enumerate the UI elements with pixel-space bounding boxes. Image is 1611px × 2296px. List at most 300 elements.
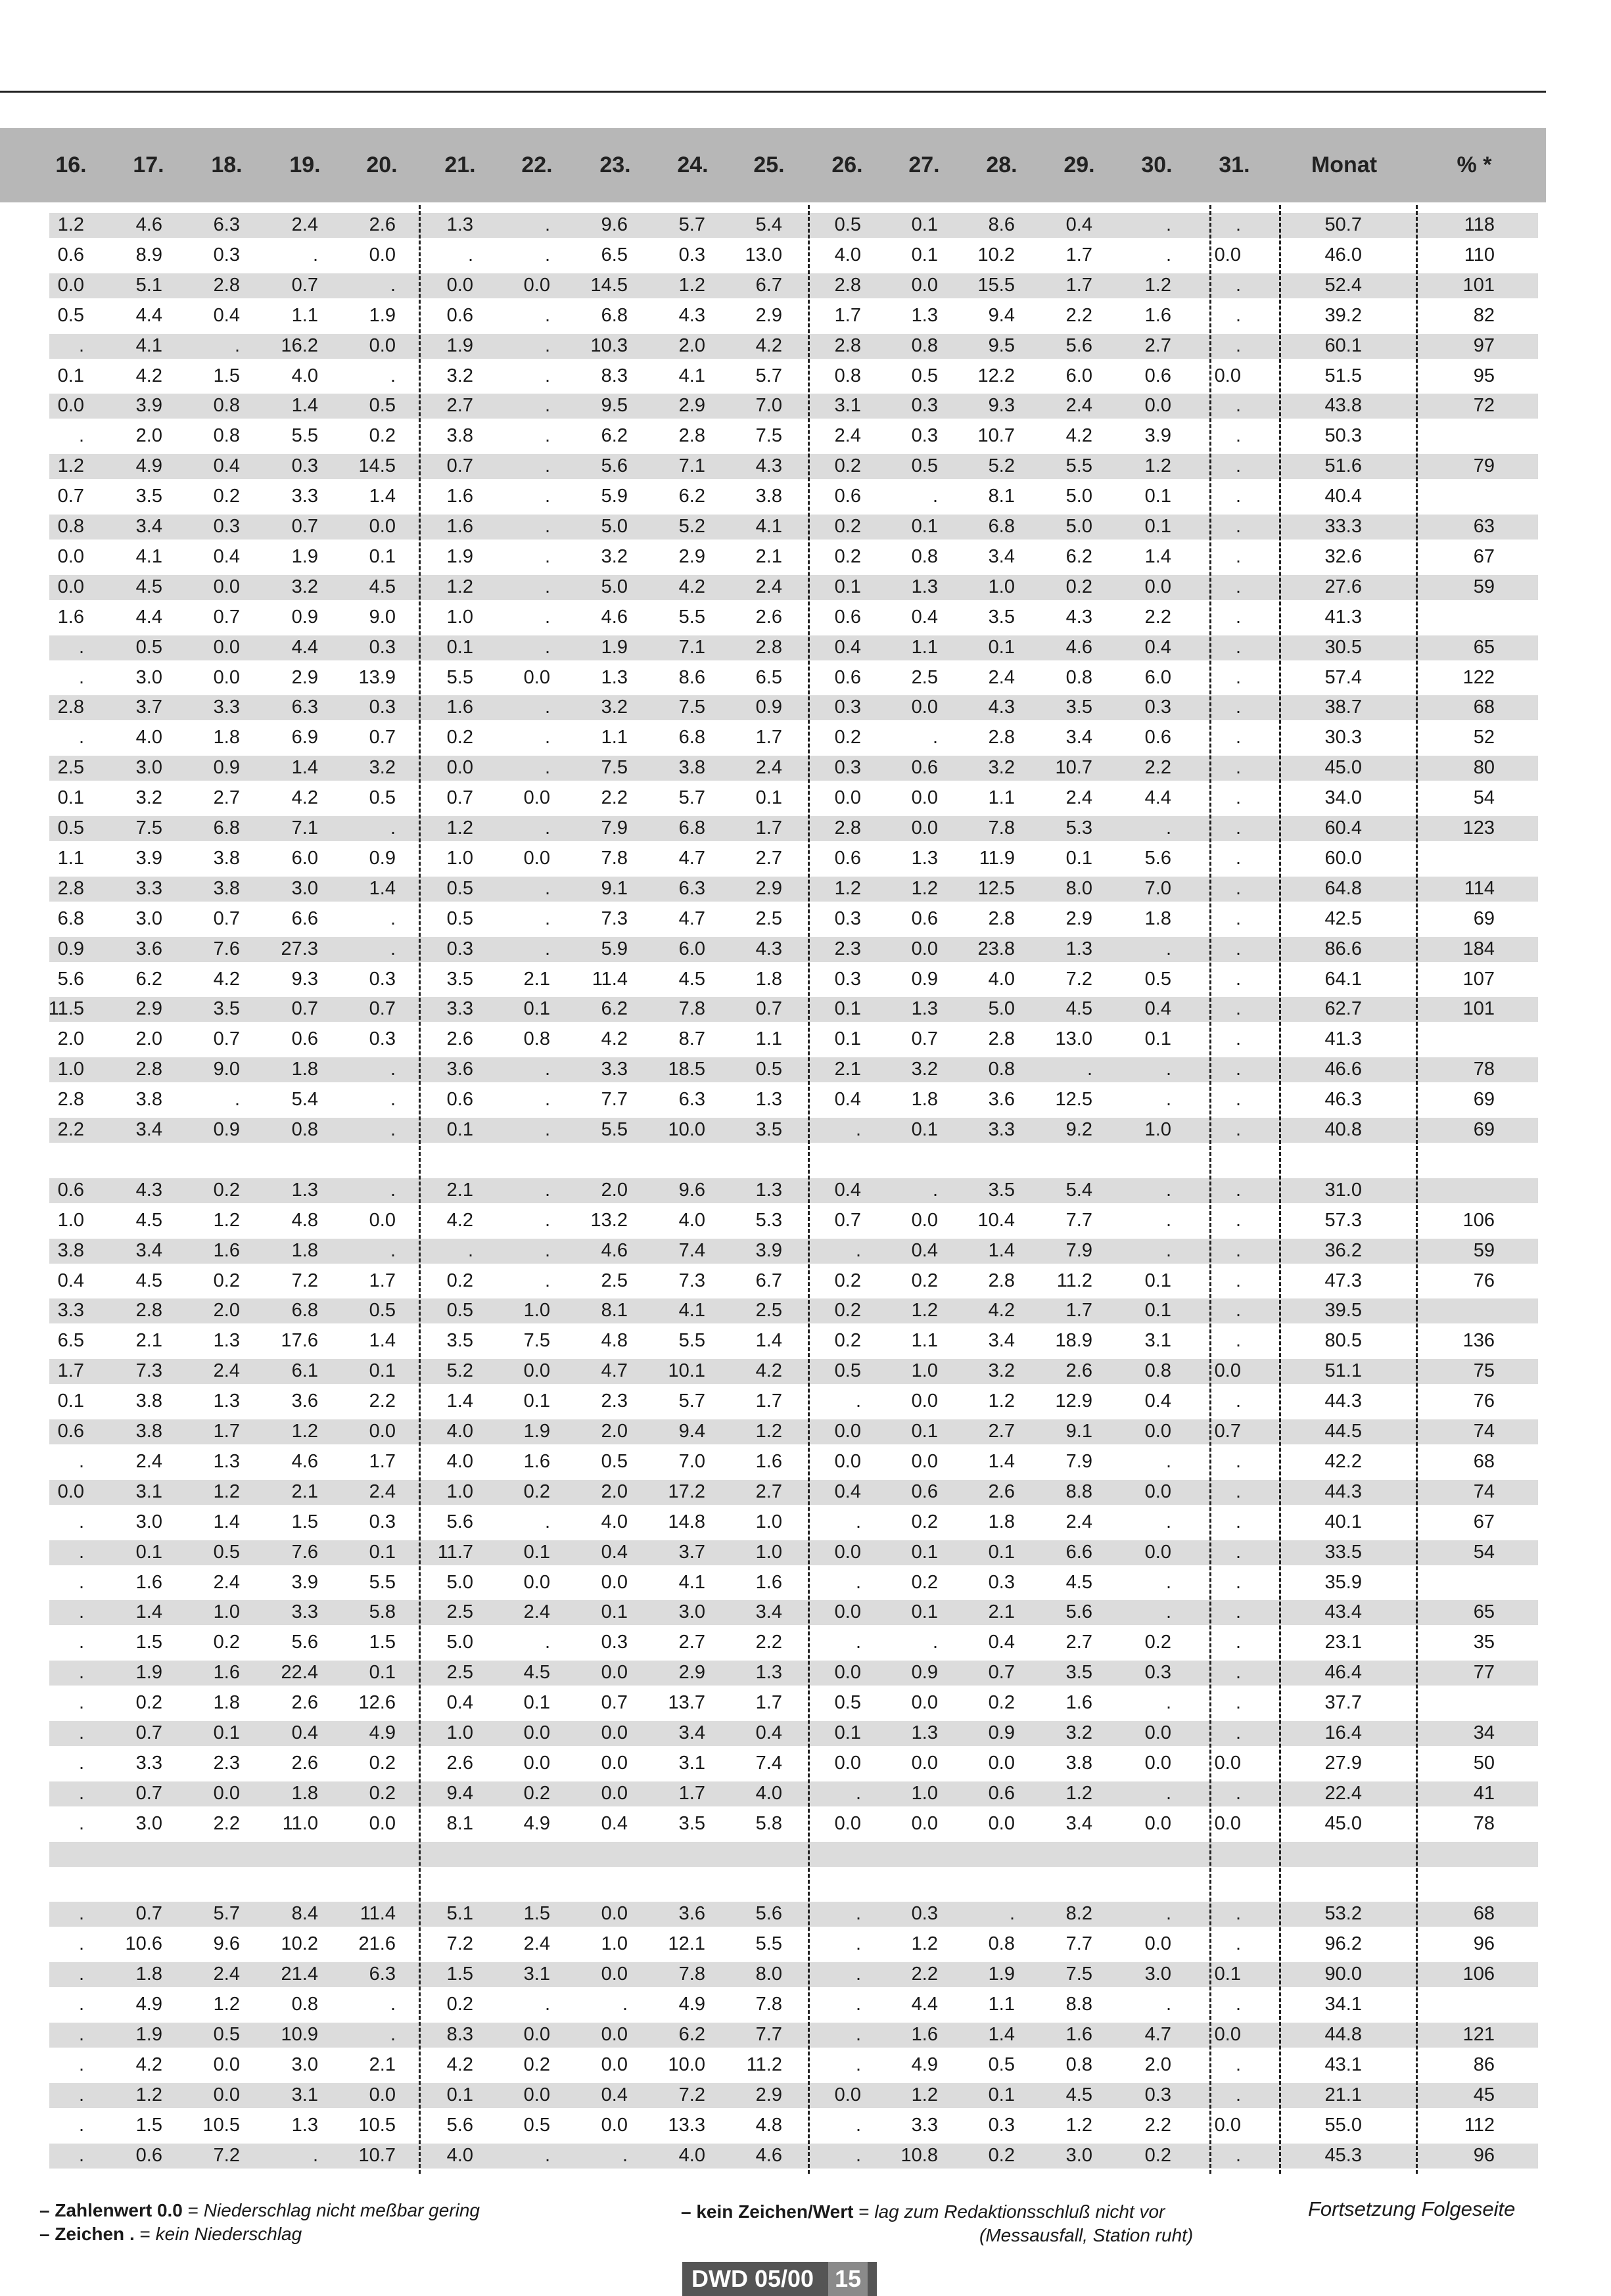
table-cell: 11.7 — [437, 1541, 473, 1563]
table-cell: . — [1235, 998, 1241, 1020]
percent-cell: 68 — [1473, 1450, 1495, 1472]
table-cell: 4.5 — [369, 576, 396, 597]
table-cell: . — [544, 425, 550, 447]
table-cell: 0.0 — [213, 636, 240, 658]
table-cell: 7.6 — [213, 938, 240, 959]
table-cell: 0.9 — [57, 938, 84, 959]
table-cell: 9.4 — [446, 1782, 473, 1804]
table-cell: 4.2 — [446, 2054, 473, 2075]
table-cell: 0.7 — [135, 1722, 162, 1743]
table-cell: 1.0 — [446, 1481, 473, 1502]
table-cell: 7.5 — [678, 697, 705, 718]
table-cell: 3.3 — [213, 697, 240, 718]
table-cell: 21.6 — [358, 1933, 396, 1955]
table-cell: 4.0 — [446, 2144, 473, 2166]
table-cell: 0.3 — [369, 1511, 396, 1532]
table-cell: 0.2 — [135, 1692, 162, 1714]
table-cell: 5.6 — [755, 1903, 782, 1925]
table-cell: 2.7 — [988, 1421, 1015, 1442]
table-cell: 12.2 — [977, 365, 1015, 386]
table-cell: 2.5 — [911, 666, 938, 688]
table-cell: 3.4 — [988, 1330, 1015, 1352]
table-cell: 0.3 — [911, 425, 938, 447]
table-cell: 4.1 — [678, 365, 705, 386]
table-cell: 0.0 — [523, 787, 550, 809]
table-cell: 0.2 — [369, 1782, 396, 1804]
table-cell: 15.5 — [977, 274, 1015, 296]
table-cell: . — [1165, 1089, 1171, 1111]
table-cell: 6.8 — [678, 817, 705, 838]
table-cell: 11.5 — [48, 998, 84, 1020]
table-cell: 3.1 — [135, 1481, 162, 1502]
table-cell: 1.3 — [213, 1330, 240, 1352]
table-cell: 2.1 — [755, 545, 782, 567]
table-cell: 1.2 — [57, 214, 84, 235]
monat-cell: 34.0 — [1324, 787, 1362, 809]
table-cell: 8.8 — [1065, 1994, 1092, 2015]
monat-cell: 39.2 — [1324, 304, 1362, 326]
table-cell: 0.2 — [1144, 1632, 1171, 1653]
table-cell: 3.0 — [135, 1812, 162, 1834]
table-cell: 0.9 — [213, 757, 240, 779]
table-cell: 10.9 — [281, 2024, 318, 2045]
table-cell: 0.7 — [135, 1782, 162, 1804]
table-cell: 3.1 — [1144, 1330, 1171, 1352]
table-cell: 3.0 — [135, 666, 162, 688]
table-cell: 0.0 — [369, 1421, 396, 1442]
column-separator — [419, 205, 421, 2174]
table-cell: 9.0 — [369, 606, 396, 628]
percent-cell: 123 — [1462, 817, 1495, 838]
table-cell: 0.0 — [213, 2084, 240, 2105]
table-cell: 2.9 — [135, 998, 162, 1020]
percent-cell: 122 — [1462, 666, 1495, 688]
table-cell: 0.0 — [213, 666, 240, 688]
table-cell: 1.1 — [911, 1330, 938, 1352]
table-cell: 1.9 — [446, 545, 473, 567]
table-cell: 13.3 — [668, 2114, 705, 2136]
table-cell: 0.6 — [291, 1028, 318, 1050]
table-cell: 0.6 — [1144, 365, 1171, 386]
table-cell: 17.6 — [281, 1330, 318, 1352]
table-cell: 10.2 — [281, 1933, 318, 1955]
table-cell: 2.7 — [1065, 1632, 1092, 1653]
table-cell: 0.1 — [911, 516, 938, 537]
table-cell: 0.0 — [1214, 1360, 1241, 1382]
table-cell: 3.5 — [988, 606, 1015, 628]
monat-cell: 64.8 — [1324, 877, 1362, 899]
table-cell: 0.1 — [523, 1390, 550, 1412]
table-cell: 6.6 — [291, 907, 318, 929]
table-cell: . — [78, 1994, 84, 2015]
table-cell: . — [544, 455, 550, 477]
table-cell: 3.3 — [135, 1752, 162, 1774]
table-cell: 4.1 — [755, 516, 782, 537]
table-cell: 0.0 — [834, 1812, 861, 1834]
table-cell: . — [312, 244, 318, 265]
table-cell: 1.9 — [601, 636, 628, 658]
table-cell: 0.0 — [601, 1963, 628, 1985]
monat-cell: 40.8 — [1324, 1119, 1362, 1140]
table-cell: . — [1235, 2084, 1241, 2105]
table-cell: 2.6 — [291, 1692, 318, 1714]
table-cell: 1.2 — [1065, 1782, 1092, 1804]
table-cell: 1.6 — [135, 1571, 162, 1593]
column-separator — [1279, 205, 1281, 2174]
table-cell: 0.3 — [911, 395, 938, 417]
table-cell: . — [855, 2114, 861, 2136]
table-cell: . — [390, 2024, 396, 2045]
percent-cell: 67 — [1473, 1511, 1495, 1532]
table-cell: . — [1235, 1059, 1241, 1080]
percent-cell: 54 — [1473, 787, 1495, 809]
table-cell: . — [544, 2144, 550, 2166]
table-cell: 0.7 — [291, 516, 318, 537]
table-cell: 5.9 — [601, 486, 628, 507]
table-cell: 10.7 — [1055, 757, 1092, 779]
table-cell: . — [1235, 757, 1241, 779]
table-cell: 2.2 — [911, 1963, 938, 1985]
table-cell: . — [544, 877, 550, 899]
table-cell: 2.5 — [601, 1270, 628, 1291]
table-cell: . — [544, 1059, 550, 1080]
table-cell: 4.0 — [446, 1450, 473, 1472]
table-cell: . — [390, 907, 396, 929]
percent-cell: 69 — [1473, 1119, 1495, 1140]
table-cell: 1.6 — [523, 1450, 550, 1472]
table-cell: 9.0 — [213, 1059, 240, 1080]
table-cell: 1.7 — [57, 1360, 84, 1382]
table-cell: 7.7 — [1065, 1209, 1092, 1231]
table-cell: 4.9 — [678, 1994, 705, 2015]
table-cell: . — [1235, 1481, 1241, 1502]
table-cell: 1.5 — [446, 1963, 473, 1985]
table-cell: 12.1 — [668, 1933, 705, 1955]
percent-cell: 63 — [1473, 516, 1495, 537]
percent-cell: 106 — [1462, 1209, 1495, 1231]
table-cell: . — [1165, 1903, 1171, 1925]
table-cell: . — [1235, 1571, 1241, 1593]
table-cell: . — [1235, 395, 1241, 417]
table-cell: 0.8 — [988, 1933, 1015, 1955]
table-cell: . — [1235, 938, 1241, 959]
table-cell: 5.5 — [678, 1330, 705, 1352]
table-cell: . — [1235, 1541, 1241, 1563]
table-cell: 2.5 — [446, 1601, 473, 1623]
table-cell: 0.1 — [213, 1722, 240, 1743]
table-cell: . — [544, 938, 550, 959]
table-cell: 4.7 — [678, 907, 705, 929]
table-cell: 3.8 — [755, 486, 782, 507]
table-cell: 0.0 — [911, 1209, 938, 1231]
table-cell: 4.0 — [988, 968, 1015, 990]
table-cell: 0.1 — [911, 1541, 938, 1563]
table-cell: 7.5 — [1065, 1963, 1092, 1985]
table-cell: . — [855, 1511, 861, 1532]
table-cell: 1.5 — [135, 1632, 162, 1653]
table-cell: 0.0 — [834, 1662, 861, 1684]
table-cell: 22.4 — [281, 1662, 318, 1684]
percent-cell: 74 — [1473, 1421, 1495, 1442]
table-cell: 0.1 — [57, 365, 84, 386]
table-cell: 5.0 — [601, 516, 628, 537]
table-cell: 0.6 — [911, 757, 938, 779]
table-cell: . — [1165, 1179, 1171, 1201]
legend-zeichen — [39, 2224, 302, 2245]
table-cell: 2.6 — [1065, 1360, 1092, 1382]
table-cell: 0.5 — [57, 304, 84, 326]
table-cell: 5.1 — [446, 1903, 473, 1925]
day-header: 24. — [677, 152, 709, 177]
table-cell: 1.4 — [755, 1330, 782, 1352]
table-cell: 0.0 — [369, 1209, 396, 1231]
table-cell: 3.3 — [446, 998, 473, 1020]
table-cell: 1.8 — [911, 1089, 938, 1111]
table-cell: 1.0 — [213, 1601, 240, 1623]
table-cell: 0.0 — [1144, 1722, 1171, 1743]
table-cell: 3.1 — [678, 1752, 705, 1774]
table-cell: . — [544, 486, 550, 507]
table-cell: 1.6 — [213, 1239, 240, 1261]
table-cell: 1.2 — [988, 1390, 1015, 1412]
table-cell: 0.0 — [1214, 244, 1241, 265]
table-cell: 0.7 — [601, 1692, 628, 1714]
table-cell: 1.7 — [678, 1782, 705, 1804]
table-cell: 0.1 — [1144, 1300, 1171, 1321]
table-cell: . — [855, 1390, 861, 1412]
table-cell: 0.0 — [1214, 365, 1241, 386]
day-header: 23. — [599, 152, 631, 177]
table-cell: 4.8 — [291, 1209, 318, 1231]
table-cell: 5.6 — [1065, 334, 1092, 356]
table-cell: 0.1 — [523, 1692, 550, 1714]
table-cell: 1.6 — [755, 1571, 782, 1593]
table-cell: 0.6 — [834, 666, 861, 688]
table-cell: . — [855, 1571, 861, 1593]
table-cell: 3.4 — [135, 516, 162, 537]
percent-cell: 67 — [1473, 545, 1495, 567]
table-cell: 6.3 — [291, 697, 318, 718]
table-cell: 3.3 — [291, 486, 318, 507]
table-cell: 5.6 — [291, 1632, 318, 1653]
table-cell: 0.8 — [213, 425, 240, 447]
table-cell: . — [78, 1933, 84, 1955]
table-cell: 6.8 — [213, 817, 240, 838]
table-cell: 0.6 — [57, 244, 84, 265]
monat-cell: 55.0 — [1324, 2114, 1362, 2136]
table-cell: 6.6 — [1065, 1541, 1092, 1563]
table-cell: 0.0 — [523, 2084, 550, 2105]
table-cell: . — [1235, 1028, 1241, 1050]
table-cell: 4.6 — [135, 214, 162, 235]
table-cell: 1.4 — [446, 1390, 473, 1412]
table-cell: 4.0 — [678, 2144, 705, 2166]
table-cell: 1.7 — [213, 1421, 240, 1442]
table-cell: 3.0 — [1065, 2144, 1092, 2166]
table-cell: 0.8 — [523, 1028, 550, 1050]
table-cell: 6.9 — [291, 727, 318, 748]
table-cell: 1.4 — [988, 1450, 1015, 1472]
table-cell: . — [544, 636, 550, 658]
table-cell: 1.7 — [369, 1270, 396, 1291]
table-cell: 0.3 — [834, 968, 861, 990]
table-cell: 0.0 — [57, 1481, 84, 1502]
table-cell: 0.1 — [1214, 1963, 1241, 1985]
column-separator — [1416, 205, 1418, 2174]
table-cell: 11.4 — [360, 1903, 396, 1925]
table-cell: 10.8 — [900, 2144, 938, 2166]
table-cell: 1.4 — [369, 1330, 396, 1352]
table-cell: 2.7 — [678, 1632, 705, 1653]
monat-cell: 27.9 — [1324, 1752, 1362, 1774]
table-cell: 4.7 — [678, 847, 705, 869]
table-cell: 2.8 — [57, 1089, 84, 1111]
table-cell: 0.7 — [911, 1028, 938, 1050]
monat-cell: 40.1 — [1324, 1511, 1362, 1532]
table-cell: . — [544, 1994, 550, 2015]
table-cell: 1.2 — [213, 1481, 240, 1502]
table-cell: 3.4 — [135, 1119, 162, 1140]
table-cell: 0.7 — [755, 998, 782, 1020]
table-cell: 0.1 — [1144, 1028, 1171, 1050]
table-cell: 1.0 — [988, 576, 1015, 597]
table-cell: 0.0 — [1214, 2024, 1241, 2045]
table-cell: 1.8 — [291, 1059, 318, 1080]
table-cell: 2.6 — [369, 214, 396, 235]
table-cell: 0.5 — [911, 455, 938, 477]
table-cell: 5.0 — [1065, 486, 1092, 507]
table-cell: 0.7 — [213, 907, 240, 929]
table-cell: 9.5 — [601, 395, 628, 417]
table-cell: . — [1235, 847, 1241, 869]
table-cell: 0.1 — [446, 636, 473, 658]
table-cell: 2.2 — [1144, 606, 1171, 628]
table-cell: 4.4 — [135, 606, 162, 628]
table-cell: 5.4 — [291, 1089, 318, 1111]
table-cell: 6.8 — [678, 727, 705, 748]
table-cell: 1.2 — [1144, 274, 1171, 296]
table-cell: 8.9 — [135, 244, 162, 265]
table-cell: 1.3 — [911, 1722, 938, 1743]
table-cell: 4.3 — [988, 697, 1015, 718]
table-cell: . — [544, 244, 550, 265]
table-cell: 0.5 — [446, 907, 473, 929]
table-cell: 3.8 — [1065, 1752, 1092, 1774]
table-cell: . — [1165, 1209, 1171, 1231]
table-cell: 2.8 — [988, 1270, 1015, 1291]
table-cell: 1.4 — [291, 757, 318, 779]
table-cell: . — [855, 1994, 861, 2015]
table-cell: 1.2 — [911, 877, 938, 899]
table-cell: 1.0 — [911, 1782, 938, 1804]
table-cell: 5.7 — [678, 787, 705, 809]
monat-cell: 43.1 — [1324, 2054, 1362, 2075]
table-cell: 4.1 — [135, 334, 162, 356]
table-cell: 9.4 — [678, 1421, 705, 1442]
table-cell: 6.2 — [601, 425, 628, 447]
table-cell: 3.9 — [755, 1239, 782, 1261]
table-cell: 1.2 — [911, 1933, 938, 1955]
table-cell: 0.5 — [213, 1541, 240, 1563]
table-cell: 0.6 — [988, 1782, 1015, 1804]
table-cell: . — [1165, 1571, 1171, 1593]
table-cell: 4.3 — [1065, 606, 1092, 628]
table-cell: 0.8 — [1065, 666, 1092, 688]
table-cell: 2.4 — [1065, 787, 1092, 809]
table-cell: 0.8 — [291, 1994, 318, 2015]
table-cell: 4.1 — [135, 545, 162, 567]
table-cell: 0.1 — [57, 1390, 84, 1412]
monat-cell: 45.0 — [1324, 1812, 1362, 1834]
table-cell: 1.2 — [755, 1421, 782, 1442]
table-cell: 1.2 — [135, 2084, 162, 2105]
table-cell: 0.1 — [834, 1028, 861, 1050]
table-cell: . — [1235, 1782, 1241, 1804]
table-cell: 3.0 — [135, 1511, 162, 1532]
table-cell: 0.4 — [1144, 998, 1171, 1020]
table-cell: 0.0 — [601, 1782, 628, 1804]
table-cell: 2.8 — [57, 697, 84, 718]
monat-cell: 37.7 — [1324, 1692, 1362, 1714]
percent-cell: 136 — [1462, 1330, 1495, 1352]
percent-cell: 68 — [1473, 1903, 1495, 1925]
table-cell: 2.4 — [213, 1571, 240, 1593]
table-cell: 0.6 — [1144, 727, 1171, 748]
table-cell: 0.2 — [523, 1481, 550, 1502]
table-cell: 3.0 — [135, 907, 162, 929]
table-cell: 0.5 — [446, 877, 473, 899]
percent-cell: 96 — [1473, 1933, 1495, 1955]
table-cell: 0.1 — [369, 1662, 396, 1684]
table-cell: . — [1165, 1450, 1171, 1472]
continuation-text: Fortsetzung Folgeseite — [1308, 2197, 1516, 2220]
table-cell: 5.5 — [678, 606, 705, 628]
monat-cell: 46.3 — [1324, 1089, 1362, 1111]
table-cell: 3.4 — [755, 1601, 782, 1623]
percent-cell: 68 — [1473, 697, 1495, 718]
table-cell: 3.0 — [1144, 1963, 1171, 1985]
table-cell: 7.3 — [678, 1270, 705, 1291]
table-cell: 7.4 — [755, 1752, 782, 1774]
table-cell: 1.1 — [57, 847, 84, 869]
table-cell: 0.4 — [834, 1481, 861, 1502]
table-cell: 1.0 — [1144, 1119, 1171, 1140]
table-cell: . — [390, 817, 396, 838]
table-cell: . — [78, 2114, 84, 2136]
table-cell: 0.6 — [446, 1089, 473, 1111]
table-cell: 6.8 — [57, 907, 84, 929]
table-cell: 12.9 — [1055, 1390, 1092, 1412]
table-cell: 3.6 — [446, 1059, 473, 1080]
table-cell: 1.5 — [369, 1632, 396, 1653]
table-cell: 0.3 — [213, 516, 240, 537]
table-cell: 0.6 — [834, 486, 861, 507]
table-cell: 0.0 — [523, 2024, 550, 2045]
table-cell: 0.0 — [213, 2054, 240, 2075]
table-cell: 1.8 — [1144, 907, 1171, 929]
table-cell: 1.4 — [213, 1511, 240, 1532]
table-cell: 2.9 — [678, 395, 705, 417]
table-cell: 8.8 — [1065, 1481, 1092, 1502]
table-cell: 4.5 — [1065, 1571, 1092, 1593]
table-cell: 10.6 — [125, 1933, 162, 1955]
table-cell: 0.8 — [1144, 1360, 1171, 1382]
table-cell: 0.9 — [911, 1662, 938, 1684]
monat-cell: 46.4 — [1324, 1662, 1362, 1684]
table-cell: . — [855, 1933, 861, 1955]
day-header: 30. — [1141, 152, 1173, 177]
table-cell: 2.8 — [988, 1028, 1015, 1050]
